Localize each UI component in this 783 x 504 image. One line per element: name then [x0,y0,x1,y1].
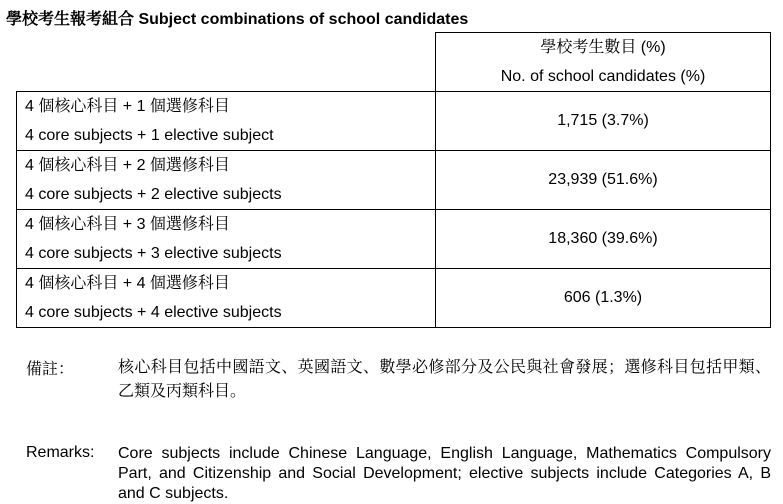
candidate-count-cell: 1,715 (3.7%) [436,92,771,151]
combination-cell [17,269,436,328]
table-header-cell [436,33,771,92]
remarks-chinese [26,356,771,404]
table-row [17,269,771,328]
table-row [17,210,771,269]
combination-label-english: 4 core subjects + 4 elective subjects [25,304,282,321]
table-row [17,151,771,210]
table-header-row [17,33,771,92]
combination-label-english: 4 core subjects + 3 elective subjects [25,245,282,262]
combination-cell [17,151,436,210]
remarks-text-english: Core subjects include Chinese Language, English Language, Mathematics Compulsory Part, and Citizenship and Social Development; elective subjects include Categories A, B and C subjects. [118,445,771,502]
combination-label-chinese: 4 個核心科目 + 1 個選修科目 [25,98,230,115]
remarks-english [26,444,771,504]
header-label-english: No. of school candidates (%) [500,68,706,85]
remarks-label-chinese: 備註： [26,361,75,378]
candidate-count-cell: 23,939 (51.6%) [436,151,771,210]
candidate-count-cell: 606 (1.3%) [436,269,771,328]
combination-label-chinese: 4 個核心科目 + 2 個選修科目 [25,157,230,174]
candidate-count-cell: 18,360 (39.6%) [436,210,771,269]
combination-label-english: 4 core subjects + 1 elective subject [25,127,274,144]
subject-combination-table [16,32,771,328]
combination-cell [17,210,436,269]
remarks-label-english: Remarks: [26,444,95,461]
page-title: 學校考生報考組合 Subject combinations of school candidates [6,11,469,28]
remarks-text-chinese: 核心科目包括中國語文、英國語文、數學必修部分及公民與社會發展；選修科目包括甲類、乙類及丙類科目。 [118,359,771,400]
combination-label-chinese: 4 個核心科目 + 3 個選修科目 [25,216,230,233]
table-row [17,92,771,151]
header-label-chinese: 學校考生數目 (%) [540,39,666,56]
remarks-section [26,356,771,504]
combination-label-chinese: 4 個核心科目 + 4 個選修科目 [25,275,230,292]
combination-label-english: 4 core subjects + 2 elective subjects [25,186,282,203]
table-header-empty-cell [17,33,436,92]
combination-cell [17,92,436,151]
